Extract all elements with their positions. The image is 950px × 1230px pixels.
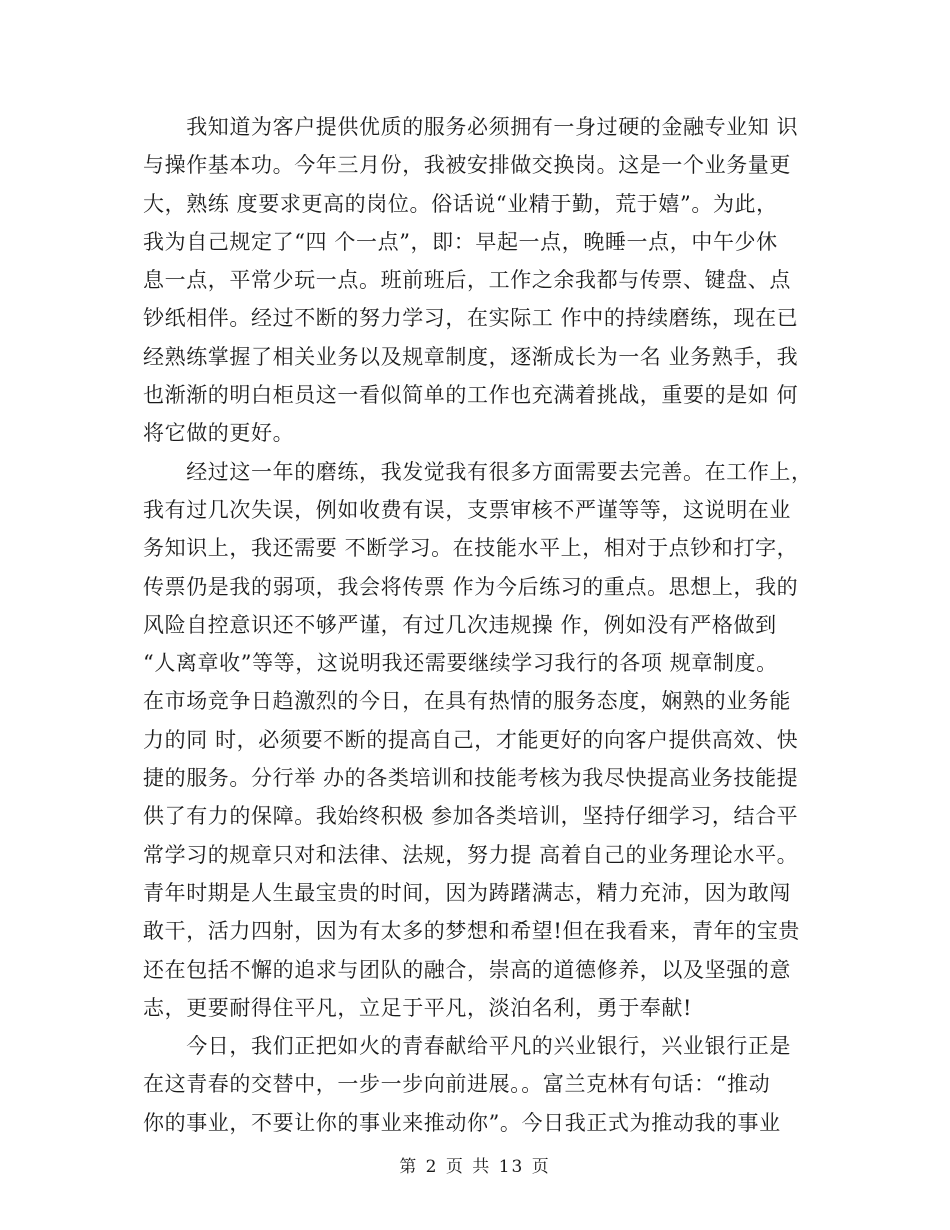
text-line: 我知道为客户提供优质的服务必须拥有一身过硬的金融专业知 识 (143, 115, 799, 139)
text-line: 与操作基本功。今年三月份，我被安排做交换岗。这是一个业务量更 (143, 153, 791, 178)
text-line: 我为自己规定了“四 个一点”，即：早起一点，晚睡一点，中午少休 (143, 229, 778, 254)
text-line: 务知识上，我还需要 不断学习。在技能水平上，相对于点钞和打字， (143, 536, 799, 561)
text-line: “人离章收”等等，这说明我还需要继续学习我行的各项 规章制度。 (143, 651, 778, 676)
text-line: 力的同 时，必须要不断的提高自己，才能更好的向客户提供高效、快 (143, 727, 799, 752)
text-line: 我有过几次失误，例如收费有误，支票审核不严谨等等，这说明在业 (143, 497, 791, 522)
document-body (143, 108, 813, 1142)
text-line: 在这青春的交替中，一步一步向前进展。。富兰克林有句话：“推动 (143, 1072, 771, 1097)
text-line: 大，熟练 度要求更高的岗位。俗话说“业精于勤，荒于嬉”。为此， (143, 191, 778, 216)
text-line: 常学习的规章只对和法律、法规，努力提 高着自己的业务理论水平。 (143, 842, 799, 867)
text-line: 息一点，平常少玩一点。班前班后，工作之余我都与传票、键盘、点 (143, 268, 791, 293)
text-line: 传票仍是我的弱项，我会将传票 作为今后练习的重点。思想上，我的 (143, 574, 799, 599)
text-line: 志，更要耐得住平凡，立足于平凡，淡泊名利，勇于奉献! (143, 995, 693, 1020)
text-line: 经过这一年的磨练，我发觉我有很多方面需要去完善。在工作上， (143, 459, 813, 484)
text-line: 经熟练掌握了相关业务以及规章制度，逐渐成长为一名 业务熟手，我 (143, 344, 799, 369)
text-line: 风险自控意识还不够严谨，有过几次违规操 作，例如没有严格做到 (143, 612, 777, 637)
text-line: 今日，我们正把如火的青春献给平凡的兴业银行，兴业银行正是 (143, 1034, 791, 1059)
text-line: 敢干，活力四射，因为有太多的梦想和希望!但在我看来，青年的宝贵 (143, 919, 801, 944)
text-line: 也渐渐的明白柜员这一看似简单的工作也充满着挑战，重要的是如 何 (143, 383, 799, 408)
text-line: 钞纸相伴。经过不断的努力学习，在实际工 作中的持续磨练，现在已 (143, 306, 799, 331)
text-line: 还在包括不懈的追求与团队的融合，崇高的道德修养，以及坚强的意 (143, 957, 791, 982)
paragraph-1 (143, 108, 803, 453)
text-line: 在市场竞争日趋激烈的今日，在具有热情的服务态度，娴熟的业务能 (143, 689, 791, 714)
text-line: 捷的服务。分行举 办的各类培训和技能考核为我尽快提高业务技能提 (143, 766, 799, 791)
text-line: 你的事业，不要让你的事业来推动你”。今日我正式为推动我的事业 (143, 1110, 781, 1135)
paragraph-2 (143, 453, 813, 1027)
text-line: 供了有力的保障。我始终积极 参加各类培训，坚持仔细学习，结合平 (143, 804, 799, 829)
text-line: 青年时期是人生最宝贵的时间，因为踌躇满志，精力充沛，因为敢闯 (143, 880, 791, 905)
text-line: 将它做的更好。 (143, 421, 295, 446)
paragraph-3 (143, 1027, 803, 1142)
page-number-footer: 第 2 页 共 13 页 (399, 1157, 551, 1177)
